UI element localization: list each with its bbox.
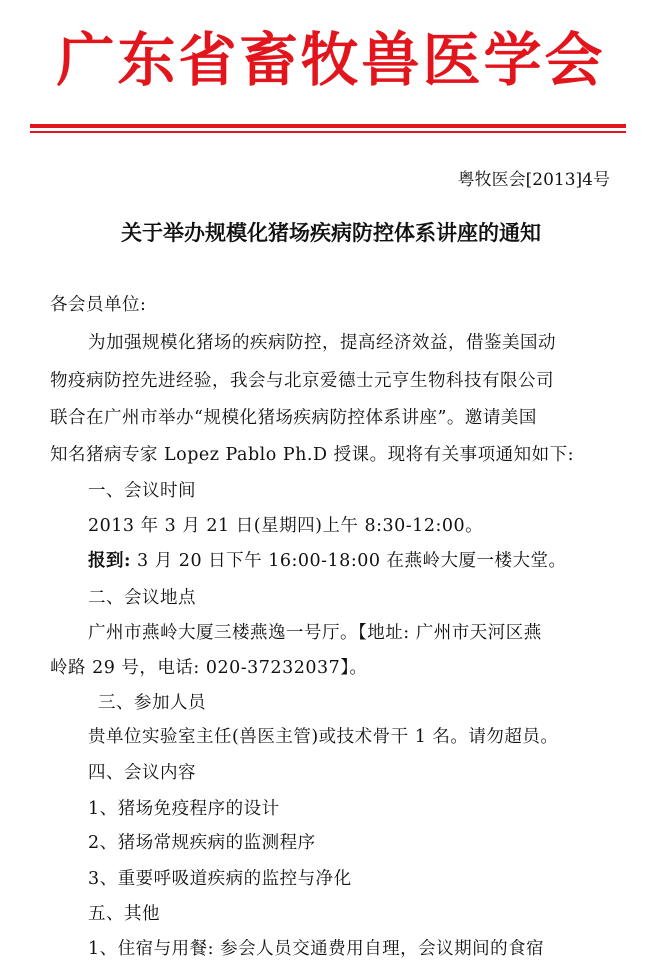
section-heading-location: 二、会议地点 — [88, 588, 196, 608]
header-rule-thin — [30, 131, 626, 133]
registration-label: 报到: — [88, 551, 131, 571]
section-heading-attendees: 三、参加人员 — [98, 693, 206, 713]
intro-line: 知名猪病专家 Lopez Pablo Ph.D 授课。现将有关事项通知如下: — [50, 445, 574, 465]
header-rule-thick — [30, 124, 626, 128]
other-text: 1、住宿与用餐: 参会人员交通费用自理，会议期间的食宿 — [88, 939, 545, 959]
attendees-text: 贵单位实验室主任(兽医主管)或技术骨干 1 名。请勿超员。 — [88, 727, 559, 747]
registration-text: 3 月 20 日下午 16:00-18:00 在燕岭大厦一楼大堂。 — [137, 551, 567, 571]
location-line: 广州市燕岭大厦三楼燕逸一号厅。【地址: 广州市天河区燕 — [88, 623, 542, 643]
document-number: 粤牧医会[2013]4号 — [457, 170, 610, 190]
section-heading-content: 四、会议内容 — [88, 763, 196, 783]
content-item: 1、猪场免疫程序的设计 — [88, 799, 280, 819]
intro-line: 为加强规模化猪场的疾病防控，提高经济效益，借鉴美国动 — [88, 333, 556, 353]
notice-title: 关于举办规模化猪场疾病防控体系讲座的通知 — [121, 220, 541, 245]
intro-line: 物疫病防控先进经验，我会与北京爱德士元亨生物科技有限公司 — [50, 371, 554, 391]
organization-title: 广东省畜牧兽医学会 — [56, 26, 606, 94]
intro-line: 联合在广州市举办“规模化猪场疾病防控体系讲座”。邀请美国 — [50, 408, 537, 428]
content-item: 3、重要呼吸道疾病的监控与净化 — [88, 869, 352, 889]
section-heading-other: 五、其他 — [88, 904, 160, 924]
content-item: 2、猪场常规疾病的监测程序 — [88, 833, 316, 853]
registration-line — [88, 548, 567, 574]
section-heading-time: 一、会议时间 — [88, 481, 196, 501]
location-line: 岭路 29 号，电话: 020-37232037】。 — [50, 658, 368, 678]
meeting-time: 2013 年 3 月 21 日(星期四)上午 8:30-12:00。 — [88, 516, 484, 536]
salutation: 各会员单位: — [50, 295, 147, 315]
